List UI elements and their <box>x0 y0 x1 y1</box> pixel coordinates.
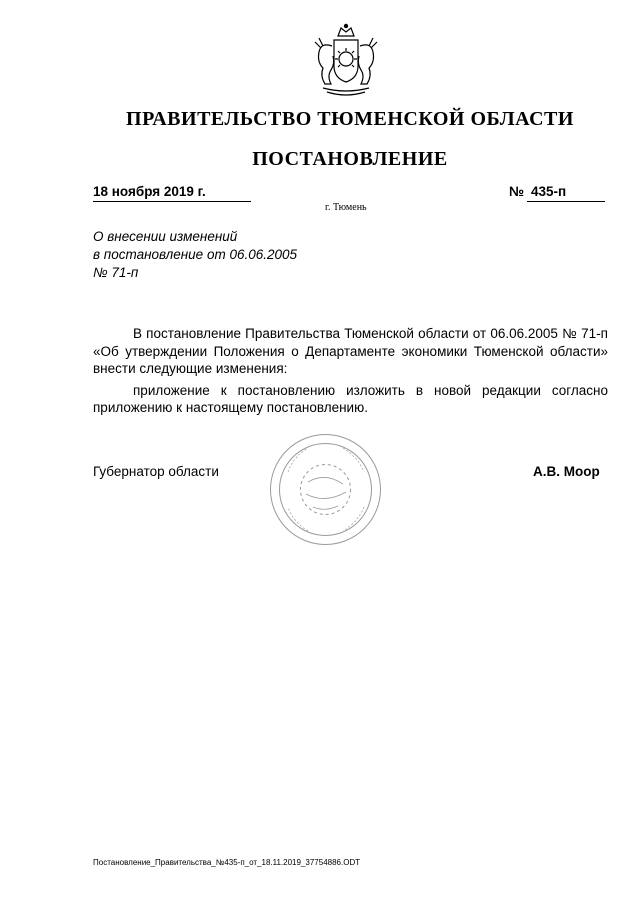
document-body <box>93 325 608 421</box>
footer-file-name: Постановление_Правительства_№435-п_от_18.11.2019_37754886.ODT <box>93 858 361 867</box>
document-type-heading: ПОСТАНОВЛЕНИЕ <box>252 148 448 170</box>
subject-line-2: в постановление от 06.06.2005 <box>93 247 298 262</box>
body-paragraph-1: В постановление Правительства Тюменской области от 06.06.2005 № 71-п «Об утверждении Положения о Департаменте экономики Тюменской области» внести следующие изменения: <box>93 326 608 376</box>
coat-of-arms-icon <box>305 22 387 100</box>
subject-line-1: О внесении изменений <box>93 229 238 244</box>
number-sign: № <box>509 184 525 199</box>
body-paragraph-2: приложение к постановлению изложить в новой редакции согласно приложению к настоящему постановлению. <box>93 382 608 415</box>
subject-line-3: № 71-п <box>93 265 139 280</box>
signer-position: Губернатор области <box>93 464 219 479</box>
official-seal-icon <box>268 432 383 547</box>
city-label: г. Тюмень <box>325 202 367 213</box>
document-subject <box>93 228 297 282</box>
document-number: 435-п <box>531 184 567 199</box>
document-date: 18 ноября 2019 г. <box>93 184 206 199</box>
organization-title: ПРАВИТЕЛЬСТВО ТЮМЕНСКОЙ ОБЛАСТИ <box>126 108 574 130</box>
signer-name: А.В. Моор <box>533 464 600 479</box>
